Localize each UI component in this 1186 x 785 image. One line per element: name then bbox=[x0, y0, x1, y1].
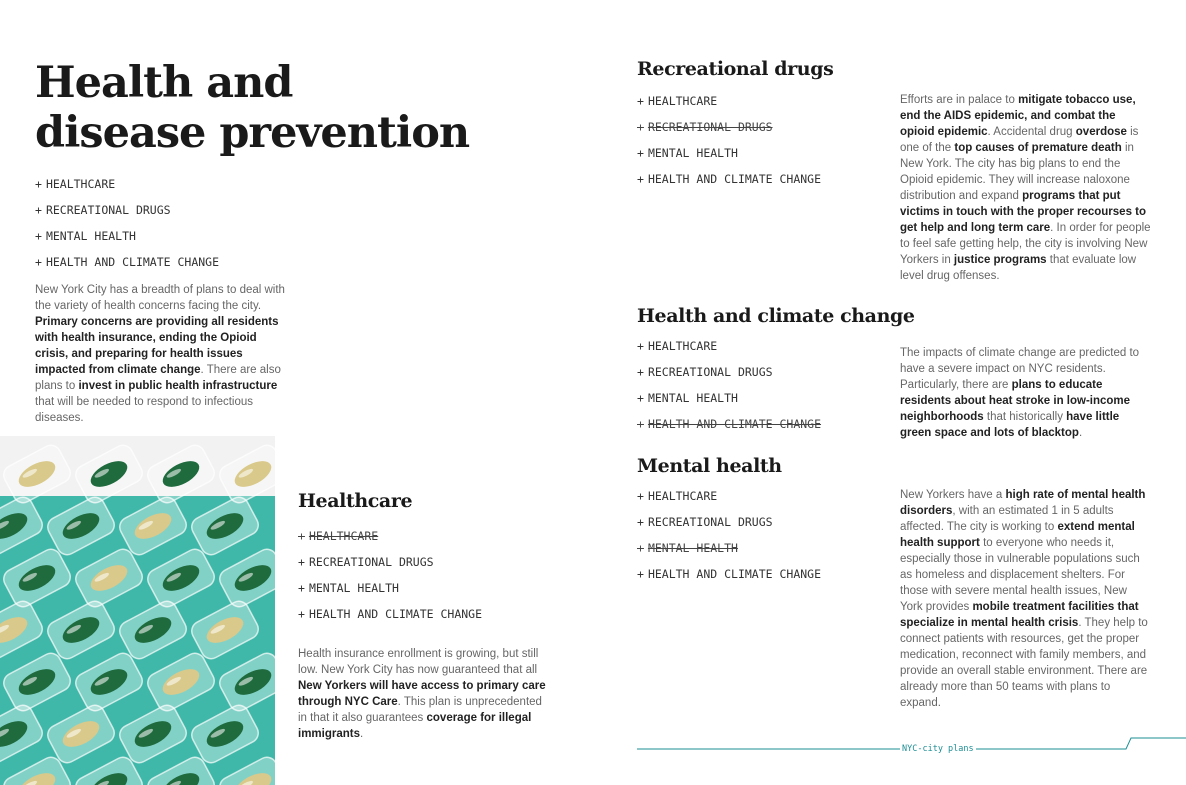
recreational-title: Recreational drugs bbox=[637, 58, 834, 80]
nav-link-healthcare[interactable] bbox=[637, 339, 821, 365]
body-text-segment: Efforts are in palace to bbox=[900, 94, 1019, 106]
body-text-segment: . They help to connect patients with resources, get the proper medication, reconnect with family members, and provide an overall stable environment. There are already more than 50 teams with plans to expand. bbox=[900, 617, 1148, 709]
body-text-segment: that historically bbox=[983, 411, 1067, 423]
body-text-segment: . There are also plans to bbox=[35, 364, 281, 392]
highlight-text: coverage for illegal immigrants bbox=[298, 712, 532, 740]
body-text-segment: New Yorkers have a bbox=[900, 489, 1006, 501]
nav-link-recreational-drugs[interactable] bbox=[298, 555, 482, 581]
nav-link-label: RECREATIONAL DRUGS bbox=[647, 365, 773, 379]
plus-icon: + bbox=[637, 417, 644, 431]
highlight-text: extend mental health support bbox=[900, 521, 1135, 549]
body-text-segment: Health insurance enrollment is growing, but still low. New York City has now guaranteed that all bbox=[298, 648, 539, 676]
nav-link-health-and-climate-change[interactable] bbox=[637, 172, 821, 198]
nav-link-label: HEALTHCARE bbox=[647, 489, 718, 503]
plus-icon: + bbox=[298, 529, 305, 543]
highlight-text: invest in public health infrastructure bbox=[78, 380, 278, 392]
nav-link-label: HEALTH AND CLIMATE CHANGE bbox=[308, 607, 483, 621]
body-text-segment: to everyone who needs it, especially those in vulnerable populations such as homeless and displacement shelters. For those with severe mental health issues, New York provides bbox=[900, 537, 1140, 613]
healthcare-title: Healthcare bbox=[298, 490, 413, 512]
nav-link-label: RECREATIONAL DRUGS bbox=[647, 515, 773, 529]
plus-icon: + bbox=[298, 581, 305, 595]
nav-link-label: HEALTHCARE bbox=[647, 94, 718, 108]
highlight-text: plans to educate residents about heat stroke in low-income neighborhoods bbox=[900, 379, 1131, 423]
body-text-segment: The impacts of climate change are predicted to have a severe impact on NYC residents. Particularly, there are bbox=[900, 347, 1140, 391]
climate-text bbox=[900, 345, 1152, 441]
plus-icon: + bbox=[637, 339, 644, 353]
nav-link-healthcare[interactable] bbox=[35, 177, 219, 203]
plus-icon: + bbox=[35, 177, 42, 191]
nav-link-label: RECREATIONAL DRUGS bbox=[308, 555, 434, 569]
plus-icon: + bbox=[637, 365, 644, 379]
nav-link-healthcare[interactable] bbox=[298, 529, 482, 555]
page-title: Health and disease prevention bbox=[35, 58, 470, 158]
nav-link-label: HEALTHCARE bbox=[308, 529, 379, 543]
highlight-text: high rate of mental health disorders bbox=[900, 489, 1146, 517]
body-text-segment: New York City has a breadth of plans to deal with the variety of health concerns facing the city. bbox=[35, 284, 285, 312]
plus-icon: + bbox=[637, 172, 644, 186]
nav-link-label: MENTAL HEALTH bbox=[647, 391, 738, 405]
nav-link-mental-health[interactable] bbox=[637, 146, 821, 172]
climate-nav bbox=[637, 339, 821, 443]
nav-link-label: MENTAL HEALTH bbox=[308, 581, 399, 595]
intro-text bbox=[35, 282, 285, 426]
plus-icon: + bbox=[35, 203, 42, 217]
body-text-segment: . In order for people to feel safe getting help, the city is involving New Yorkers in bbox=[900, 222, 1151, 266]
nav-link-label: HEALTH AND CLIMATE CHANGE bbox=[45, 255, 220, 269]
nav-link-health-and-climate-change[interactable] bbox=[35, 255, 219, 281]
body-text-segment: that will be needed to respond to infectious diseases. bbox=[35, 396, 254, 424]
body-text-segment: , with an estimated 1 in 5 adults affected. The city is working to bbox=[900, 505, 1114, 533]
nav-link-health-and-climate-change[interactable] bbox=[298, 607, 482, 633]
nav-link-healthcare[interactable] bbox=[637, 489, 821, 515]
highlight-text: programs that put victims in touch with the proper recourses to get help and long term care bbox=[900, 190, 1147, 234]
nav-link-mental-health[interactable] bbox=[637, 541, 821, 567]
body-text-segment: that evaluate low level drug offenses. bbox=[900, 254, 1137, 282]
highlight-text: have little green space and lots of blacktop bbox=[900, 411, 1120, 439]
plus-icon: + bbox=[637, 515, 644, 529]
nav-link-recreational-drugs[interactable] bbox=[35, 203, 219, 229]
mental-title: Mental health bbox=[637, 455, 782, 477]
highlight-text: mobile treatment facilities that specialize in mental health crisis bbox=[900, 601, 1139, 629]
recreational-text bbox=[900, 92, 1152, 284]
footer-label: NYC-city plans bbox=[902, 744, 974, 754]
plus-icon: + bbox=[637, 567, 644, 581]
plus-icon: + bbox=[637, 120, 644, 134]
mental-text bbox=[900, 487, 1152, 711]
body-text-segment: is one of the bbox=[900, 126, 1139, 154]
nav-link-healthcare[interactable] bbox=[637, 94, 821, 120]
nav-link-label: RECREATIONAL DRUGS bbox=[647, 120, 773, 134]
nav-link-recreational-drugs[interactable] bbox=[637, 365, 821, 391]
body-text-segment: . Accidental drug bbox=[987, 126, 1076, 138]
nav-link-mental-health[interactable] bbox=[298, 581, 482, 607]
nav-link-recreational-drugs[interactable] bbox=[637, 120, 821, 146]
plus-icon: + bbox=[35, 229, 42, 243]
nav-link-label: HEALTHCARE bbox=[45, 177, 116, 191]
healthcare-text bbox=[298, 646, 548, 742]
plus-icon: + bbox=[637, 94, 644, 108]
nav-link-label: MENTAL HEALTH bbox=[647, 541, 738, 555]
pills-illustration bbox=[0, 436, 275, 785]
highlight-text: mitigate tobacco use, end the AIDS epidemic, and combat the opioid epidemic bbox=[900, 94, 1136, 138]
nav-link-label: HEALTH AND CLIMATE CHANGE bbox=[647, 172, 822, 186]
plus-icon: + bbox=[637, 146, 644, 160]
nav-link-label: MENTAL HEALTH bbox=[647, 146, 738, 160]
recreational-nav bbox=[637, 94, 821, 198]
pills-photo bbox=[0, 436, 275, 785]
plus-icon: + bbox=[637, 489, 644, 503]
plus-icon: + bbox=[637, 391, 644, 405]
highlight-text: Primary concerns are providing all residents with health insurance, ending the Opioid crisis, and preparing for health issues impacted from climate change bbox=[35, 316, 279, 376]
plus-icon: + bbox=[298, 555, 305, 569]
plus-icon: + bbox=[298, 607, 305, 621]
climate-title: Health and climate change bbox=[637, 305, 915, 327]
nav-link-health-and-climate-change[interactable] bbox=[637, 417, 821, 443]
nav-link-label: RECREATIONAL DRUGS bbox=[45, 203, 171, 217]
plus-icon: + bbox=[637, 541, 644, 555]
nav-link-label: HEALTH AND CLIMATE CHANGE bbox=[647, 567, 822, 581]
mental-nav bbox=[637, 489, 821, 593]
body-text-segment: . bbox=[360, 728, 364, 740]
nav-link-mental-health[interactable] bbox=[35, 229, 219, 255]
main-nav bbox=[35, 177, 219, 281]
body-text-segment: in New York. The city has big plans to end the Opioid epidemic. They will increase naloxone distribution and expand bbox=[900, 142, 1134, 202]
body-text-segment: . This plan is unprecedented in that it also guarantees bbox=[298, 696, 542, 724]
body-text-segment: . bbox=[1078, 427, 1083, 439]
nav-link-label: HEALTH AND CLIMATE CHANGE bbox=[647, 417, 822, 431]
nav-link-label: HEALTHCARE bbox=[647, 339, 718, 353]
highlight-text: overdose bbox=[1075, 126, 1127, 138]
highlight-text: justice programs bbox=[953, 254, 1047, 266]
plus-icon: + bbox=[35, 255, 42, 269]
nav-link-health-and-climate-change[interactable] bbox=[637, 567, 821, 593]
healthcare-nav bbox=[298, 529, 482, 633]
nav-link-recreational-drugs[interactable] bbox=[637, 515, 821, 541]
nav-link-mental-health[interactable] bbox=[637, 391, 821, 417]
highlight-text: New Yorkers will have access to primary care through NYC Care bbox=[298, 680, 546, 708]
nav-link-label: MENTAL HEALTH bbox=[45, 229, 136, 243]
highlight-text: top causes of premature death bbox=[954, 142, 1122, 154]
